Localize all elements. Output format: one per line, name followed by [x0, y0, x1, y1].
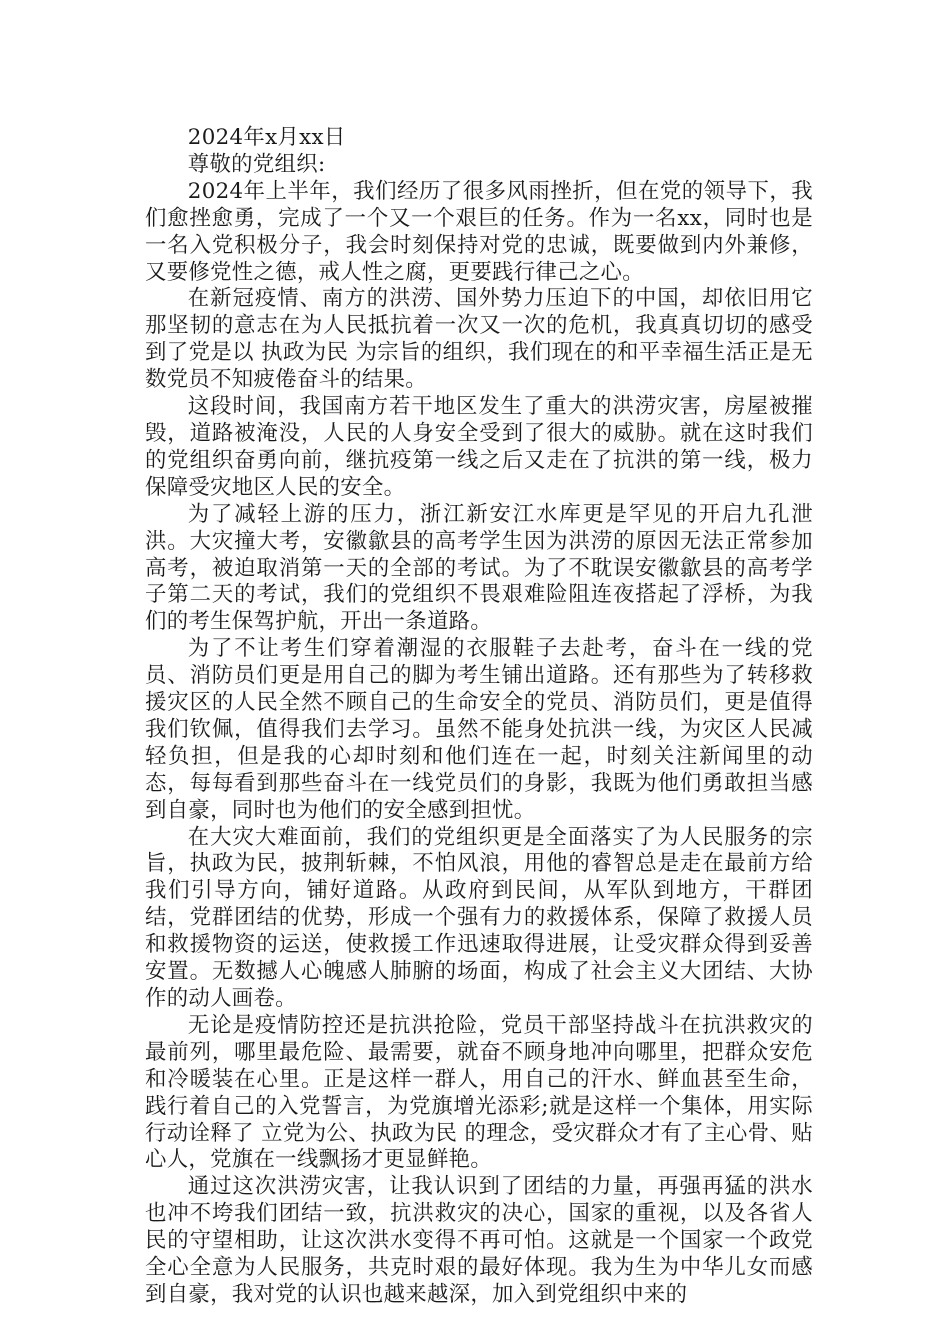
letter-salutation: 尊敬的党组织:: [187, 151, 326, 177]
paragraph-6: 在大灾大难面前，我们的党组织更是全面落实了为人民服务的宗旨，执政为民，披荆斩棘，不怕风浪，用他的睿智总是走在最前方给我们引导方向，铺好道路。从政府到民间，从军队到地方，干群团结，党群团结的优势，形成一个强有力的救援体系，保障了救援人员和救援物资的运送，使救援工作迅速取得进展，让受灾群众得到妥善安置。无数撼人心魄感人肺腑的场面，构成了社会主义大团结、大协作的动人画卷。: [145, 824, 813, 1011]
paragraph-5: 为了不让考生们穿着潮湿的衣服鞋子去赴考，奋斗在一线的党员、消防员们更是用自己的脚为考生铺出道路。还有那些为了转移救援灾区的人民全然不顾自己的生命安全的党员、消防员们，更是值得我们钦佩，值得我们去学习。虽然不能身处抗洪一线，为灾区人民减轻负担，但是我的心却时刻和他们连在一起，时刻关注新闻里的动态，每每看到那些奋斗在一线党员们的身影，我既为他们勇敢担当感到自豪，同时也为他们的安全感到担忧。: [145, 636, 813, 823]
paragraph-4: 为了减轻上游的压力，浙江新安江水库更是罕见的开启九孔泄洪。大灾撞大考，安徽歙县的高考学生因为洪涝的原因无法正常参加高考，被迫取消第一天的全部的考试。为了不耽误安徽歙县的高考学子第二天的考试，我们的党组织不畏艰难险阻连夜搭起了浮桥，为我们的考生保驾护航，开出一条道路。: [145, 501, 813, 635]
letter-date: 2024年x月xx日: [187, 125, 346, 150]
letter-body: [145, 125, 813, 1309]
paragraph-3: 这段时间，我国南方若干地区发生了重大的洪涝灾害，房屋被摧毁，道路被淹没，人民的人身安全受到了很大的威胁。就在这时我们的党组织奋勇向前，继抗疫第一线之后又走在了抗洪的第一线，极力保障受灾地区人民的安全。: [145, 394, 813, 500]
paragraph-2: 在新冠疫情、南方的洪涝、国外势力压迫下的中国，却依旧用它那坚韧的意志在为人民抵抗着一次又一次的危机，我真真切切的感受到了党是以 执政为民 为宗旨的组织，我们现在的和平幸福生活正是无数党员不知疲倦奋斗的结果。: [145, 286, 813, 393]
paragraph-1: 2024年上半年，我们经历了很多风雨挫折，但在党的领导下，我们愈挫愈勇，完成了一个又一个艰巨的任务。作为一名xx，同时也是一名入党积极分子，我会时刻保持对党的忠诚，既要做到内外兼修，又要修党性之德，戒人性之腐，更要践行律己之心。: [145, 178, 813, 285]
paragraph-8: 通过这次洪涝灾害，让我认识到了团结的力量，再强再猛的洪水也冲不垮我们团结一致，抗洪救灾的决心，国家的重视，以及各省人民的守望相助，让这次洪水变得不再可怕。这就是一个国家一个政党全心全意为人民服务，共克时艰的最好体现。我为生为中华儿女而感到自豪，我对党的认识也越来越深，加入到党组织中来的: [145, 1174, 813, 1307]
paragraph-7: 无论是疫情防控还是抗洪抢险，党员干部坚持战斗在抗洪救灾的最前列，哪里最危险、最需要，就奋不顾身地冲向哪里，把群众安危和冷暖装在心里。正是这样一群人，用自己的汗水、鲜血甚至生命，践行着自己的入党誓言，为党旗增光添彩;就是这样一个集体，用实际行动诠释了 立党为公、执政为民 的理念，受灾群众才有了主心骨、贴心人，党旗在一线飘扬才更显鲜艳。: [145, 1012, 813, 1173]
